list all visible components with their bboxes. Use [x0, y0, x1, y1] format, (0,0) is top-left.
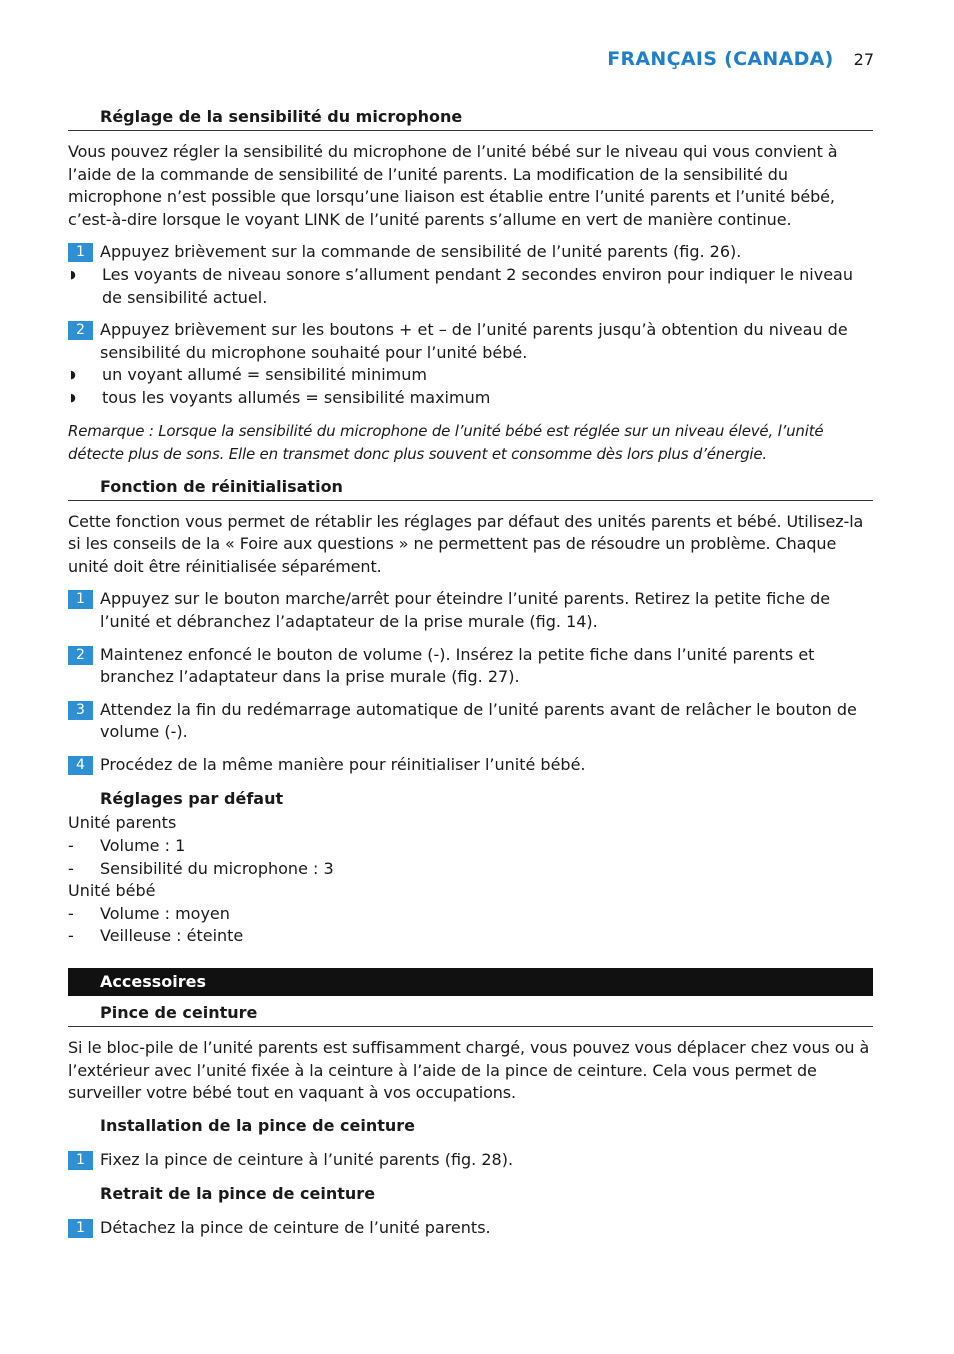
heading-reset: Fonction de réinitialisation — [68, 476, 873, 501]
defaults-baby-item-1 — [68, 903, 873, 926]
mic-step-2-bullet-2 — [68, 387, 873, 410]
step-number-badge: 2 — [68, 321, 93, 340]
dash-marker: - — [68, 858, 74, 878]
defaults-parent-item-1 — [68, 835, 873, 858]
step-number-badge: 1 — [68, 1219, 93, 1238]
page-header — [607, 48, 874, 70]
bullet-icon: ◗ — [70, 368, 76, 382]
step-text: Attendez la fin du redémarrage automatique de l’unité parents avant de relâcher le bouton de volume (-). — [100, 699, 857, 742]
heading-belt-clip: Pince de ceinture — [68, 1002, 873, 1027]
step-number-badge: 4 — [68, 756, 93, 775]
defaults-parent-label: Unité parents — [68, 813, 177, 833]
remove-step-1 — [68, 1217, 873, 1240]
heading-install-clip: Installation de la pince de ceinture — [100, 1115, 415, 1135]
step-number-badge: 1 — [68, 1151, 93, 1170]
step-number-badge: 3 — [68, 701, 93, 720]
heading-mic-sensitivity: Réglage de la sensibilité du microphone — [68, 106, 873, 131]
mic-step-1-bullet — [68, 264, 873, 309]
step-number-badge: 2 — [68, 646, 93, 665]
page-number: 27 — [853, 50, 874, 69]
bullet-text: Les voyants de niveau sonore s’allument pendant 2 secondes environ pour indiquer le niveau de sensibilité actuel. — [102, 264, 853, 307]
defaults-item-text: Volume : moyen — [100, 903, 230, 923]
belt-clip-intro: Si le bloc-pile de l’unité parents est suffisamment chargé, vous pouvez vous déplacer chez vous ou à l’extérieur avec l’unité fixée à la ceinture à l’aide de la pince de ceinture. Cela vous permet de surveiller votre bébé tout en vaquant à vos occupations. — [68, 1038, 870, 1103]
reset-step-1 — [68, 588, 873, 633]
reset-intro-paragraph: Cette fonction vous permet de rétablir les réglages par défaut des unités parents et bébé. Utilisez-la si les conseils de la « Foire aux questions » ne permettent pas de résoudre un problème. Chaque unité doit être réinitialisée séparément. — [68, 511, 864, 576]
step-text: Fixez la pince de ceinture à l’unité parents (fig. 28). — [100, 1149, 514, 1169]
step-text: Appuyez brièvement sur la commande de sensibilité de l’unité parents (fig. 26). — [100, 242, 742, 262]
step-number-badge: 1 — [68, 590, 93, 609]
bullet-text: un voyant allumé = sensibilité minimum — [102, 365, 427, 385]
page-content — [68, 106, 873, 1240]
defaults-item-text: Volume : 1 — [100, 836, 186, 856]
reset-step-3 — [68, 699, 873, 744]
heading-accessories: Accessoires — [68, 968, 873, 996]
dash-marker: - — [68, 836, 74, 856]
step-number-badge: 1 — [68, 243, 93, 262]
mic-step-2-bullet-1 — [68, 364, 873, 387]
dash-marker: - — [68, 903, 74, 923]
heading-defaults: Réglages par défaut — [100, 789, 284, 809]
step-text: Maintenez enfoncé le bouton de volume (-). Insérez la petite fiche dans l’unité parents et branchez l’adaptateur dans la prise murale (fig. 27). — [100, 644, 815, 687]
defaults-parent-item-2 — [68, 858, 873, 881]
install-step-1 — [68, 1149, 873, 1172]
step-text: Procédez de la même manière pour réinitialiser l’unité bébé. — [100, 754, 586, 774]
step-text: Appuyez brièvement sur les boutons + et – de l’unité parents jusqu’à obtention du niveau de sensibilité du microphone souhaité pour l’unité bébé. — [100, 320, 848, 362]
mic-step-2 — [68, 319, 873, 364]
bullet-text: tous les voyants allumés = sensibilité maximum — [102, 387, 491, 407]
bullet-icon: ◗ — [70, 390, 76, 404]
step-text: Détachez la pince de ceinture de l’unité parents. — [100, 1218, 491, 1238]
dash-marker: - — [68, 926, 74, 946]
step-text: Appuyez sur le bouton marche/arrêt pour éteindre l’unité parents. Retirez la petite fiche de l’unité et débranchez l’adaptateur de la prise murale (fig. 14). — [100, 589, 831, 631]
heading-remove-clip: Retrait de la pince de ceinture — [100, 1184, 376, 1204]
mic-step-1 — [68, 241, 873, 264]
reset-step-4 — [68, 754, 873, 777]
mic-intro-paragraph: Vous pouvez régler la sensibilité du microphone de l’unité bébé sur le niveau qui vous convient à l’aide de la commande de sensibilité de l’unité parents. La modification de la sensibilité du microphone n’est possible que lorsqu’une liaison est établie entre l’unité parents et l’unité bébé, c’est-à-dire lorsque le voyant LINK de l’unité parents s’allume en vert de manière continue. — [68, 142, 838, 229]
defaults-item-text: Sensibilité du microphone : 3 — [100, 858, 334, 878]
defaults-baby-label: Unité bébé — [68, 881, 156, 901]
reset-step-2 — [68, 644, 873, 689]
defaults-item-text: Veilleuse : éteinte — [100, 926, 244, 946]
mic-note: Remarque : Lorsque la sensibilité du microphone de l’unité bébé est réglée sur un niveau élevé, l’unité détecte plus de sons. Elle en transmet donc plus souvent et consomme dès lors plus d’énergie. — [68, 421, 824, 463]
language-title: FRANÇAIS (CANADA) — [607, 48, 834, 70]
bullet-icon: ◗ — [70, 267, 76, 281]
defaults-baby-item-2 — [68, 925, 873, 948]
